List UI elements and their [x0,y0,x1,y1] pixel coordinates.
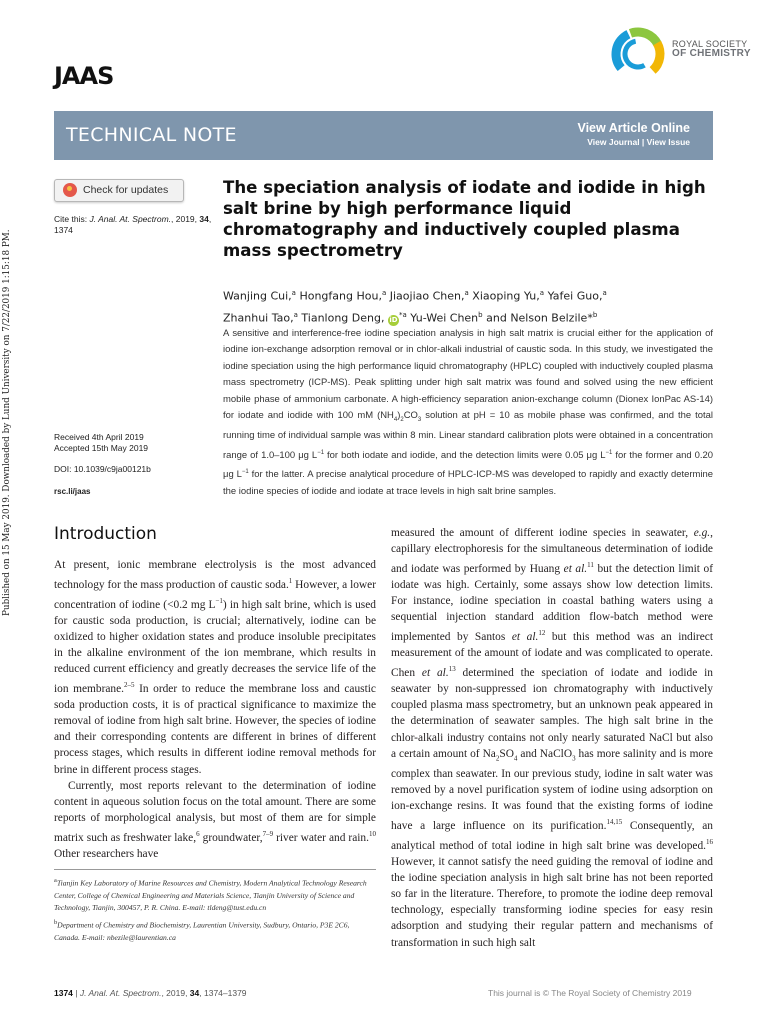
affiliation-mark: b [478,310,483,319]
side-note-text: Published on 15 May 2019. Downloaded by Lund University on 7/22/2019 1:15:18 PM. [2,229,12,616]
footnote-b [54,917,376,944]
abstract [223,326,713,500]
body-text: groundwater, [199,831,263,844]
body-text: Other researchers have [54,847,159,860]
reference-mark[interactable]: 10 [368,829,376,838]
affiliation-mark: a [539,289,545,297]
logo-line2: OF CHEMISTRY [672,48,751,59]
body-text: has more salinity and is more complex than seawater. In our previous study, iodine in salt water was removed by a novel purification system of iodine using adsorption on ion-exchange resins. It was found that the existing forms of iodine have a large influence on its purification. [391,747,713,833]
author-name[interactable]: Zhanhui Tao, [223,311,294,325]
abstract-sub: 2 [400,416,404,423]
abstract-text: solution at pH = 10 as mobile phase was confirmed, and the total running time of individual sample was within 8 min. Linear standard calibration plots were obtained in a concentration range of 1.0–100 μg L [223,410,713,461]
footer-journal: J. Anal. At. Spectrom. [79,988,162,998]
abstract-sup: −1 [317,449,325,456]
reference-mark[interactable]: 12 [538,629,546,638]
abstract-sub: 4 [393,416,398,423]
author-name[interactable]: Xiaoping Yu, [468,289,540,303]
abstract-sup: −1 [241,469,249,476]
article-type-label: TECHNICAL NOTE [66,124,237,146]
affiliation-footnotes [54,875,376,947]
cite-this [54,214,214,236]
body-text: At present, ionic membrane electrolysis is the most advanced technology for the mass production of caustic soda. [54,559,376,591]
page-number: 1374 [54,988,73,998]
affiliation-mark: a [381,289,387,297]
subscript: 3 [572,753,576,762]
copyright-notice: This journal is © The Royal Society of Chemistry 2019 [488,988,692,998]
page-footer-citation [54,988,247,998]
affiliation-mark: a [602,289,607,297]
paragraph [54,557,376,778]
author-name[interactable]: and Nelson Belzile* [482,311,593,325]
footer-volume: 34 [189,988,200,998]
body-text: Consequently, an analytical method of total iodine in high salt brine was developed. [391,820,713,852]
abstract-sup: −1 [605,449,613,456]
cite-volume: 34 [199,214,209,224]
author-name[interactable]: Yafei Guo, [544,289,603,303]
view-issue-link[interactable]: View Issue [646,137,690,147]
affiliation-mark: a [293,310,298,319]
footer-year: , 2019, [161,988,190,998]
superscript: −1 [215,596,223,605]
body-text: determined the speciation of iodate and iodide in seawater by non-suppressed ion chromatography with inductively coupled plasma mass spectrometry, but an unknown peak appeared in the determination of seawater samples. The high salt brine in the chlor-alkali industry contains not only nearly saturated NaCl but also a certain amount of Na [391,667,713,760]
journal-short-link[interactable]: rsc.li/jaas [54,487,91,496]
reference-mark[interactable]: 6 [196,829,200,838]
body-text: but the detection limit of iodate was high. Certainly, some assays show low detection limits. For instance, iodine speciation in coastal bathing waters using a sequential injection standard addition flow-batch method were implemented by Santos [391,562,714,644]
cite-prefix: Cite this: [54,214,90,224]
footer-separator: | [72,988,80,998]
section-heading-introduction: Introduction [54,524,157,544]
body-text: In order to reduce the membrane loss and caustic soda production costs, it is of practical significance to maximize the removal of iodine from high salt brine. However, the species of iodine and their corresponding contents are different in brines of different process stages, which results in different iodine removal methods for brine in different process stages. [54,683,376,776]
abstract-text: CO [403,410,418,422]
received-date: Received 4th April 2019 [54,432,144,442]
check-for-updates-label: Check for updates [83,184,169,196]
affiliation-mark: a [291,289,296,297]
footnote-text: Tianjin Key Laboratory of Marine Resources and Chemistry, Modern Analytical Technology Research Center, College of Chemical Engineering and Materials Science, Tianjin University of Science and Technology, Tianjin, 300457, P. R. China. E-mail: tldeng@tust.edu.cn [54,878,367,912]
article-title: The speciation analysis of iodate and iodide in high salt brine by high performance liquid chromatography and inductively coupled plasma mass spectrometry [223,178,706,260]
affiliation-mark: a [54,877,57,884]
body-text: but this method was an indirect measurement of the amount of iodate and was complicated to operate. Chen [391,631,713,680]
body-text: , capillary electrophoresis for the simultaneous determination of iodide and iodate was performed by Huang [391,527,713,575]
affiliation-mark: *a [398,310,407,319]
body-column-left [54,557,376,862]
footnote-a [54,875,376,914]
abstract-text: for both iodate and iodide, and the detection limits were 0.05 μg L [324,449,606,461]
abstract-text: ) [397,410,401,422]
reference-mark[interactable]: 7–9 [262,829,274,838]
abstract-text: for the former and 0.20 μg L [223,449,714,481]
check-for-updates-button[interactable] [54,179,184,202]
body-column-right [391,525,713,951]
view-journal-link[interactable]: View Journal [587,137,640,147]
cite-pages: , 1374 [54,214,212,235]
cite-year: , 2019, [171,214,200,224]
subscript: 2 [495,753,500,762]
cite-journal: J. Anal. At. Spectrom. [89,214,172,224]
reference-mark[interactable]: 2–5 [124,681,135,690]
body-text: measured the amount of different iodine species in seawater, [391,527,694,539]
reference-mark[interactable]: 14,15 [606,818,623,827]
affiliation-mark: a [464,289,469,297]
body-text: et al. [421,667,449,680]
view-article-online-link[interactable]: View Article Online [577,121,690,135]
reference-mark[interactable]: 13 [448,665,456,674]
reference-mark[interactable]: 16 [706,838,713,847]
orcid-icon[interactable]: iD [389,316,398,325]
doi[interactable]: DOI: 10.1039/c9ja00121b [54,464,151,474]
publication-side-note [2,229,16,616]
author-name[interactable]: Yu-Wei Chen [406,311,479,325]
abstract-text: A sensitive and interference-free iodine speciation analysis in high salt matrix is crucial either for the application of iodine ion-exchange adsorption removal or in chlor-alkali industrial of caustic soda. In this study, we investigated the iodine speciation using the high performance liquid chromatography (HPLC) coupled with inductively coupled plasma mass spectrometry (ICP-MS). Peak splitting under high salt matrix was found and solved using the new efficient mobile phase of ammonium carbonate. A high-efficiency separation anion-exchange column (Dionex IonPac AS-14) for iodate and iodide with 100 mM (NH [223,328,713,422]
body-text: However, it cannot satisfy the need guiding the removal of iodine and the iodine speciation analysis in high salt brine has not been reported so far in the literature. Therefore, to promote the iodine deep removal technology, especially transforming iodine species for easy resin adsorption and studying their regular pattern and mechanisms of transformation in such high salt [391,856,713,949]
crossmark-icon [63,183,77,197]
paragraph [54,778,376,862]
link-separator: | [639,137,647,147]
author-name[interactable]: Tianlong Deng, [297,311,385,325]
affiliation-mark: b [54,919,58,927]
abstract-sub: 3 [417,416,422,423]
rsc-logo-text [672,40,751,58]
accepted-date: Accepted 15th May 2019 [54,443,149,453]
subscript: 4 [513,753,518,762]
body-text: However, a lower concentration of iodine (<0.2 mg L [54,578,377,611]
banner-links [560,121,690,147]
footer-pages: , 1374–1379 [199,988,247,998]
abstract-text: for the latter. A precise analytical procedure of HPLC-ICP-MS was developed to rapidly and exactly determine the iodine species of iodide and iodate at trace levels in high salt brine samples. [223,469,713,497]
author-name[interactable]: Jiaojiao Chen, [386,289,465,303]
body-text: et al. [511,631,539,644]
affiliation-mark: b [592,310,598,319]
body-text: et al. [563,562,588,575]
body-text: and NaClO [517,747,573,760]
body-text: e.g. [693,527,711,539]
received-dates [54,432,214,454]
author-list [223,284,713,327]
author-name[interactable]: Wanjing Cui, [223,289,292,303]
body-text: Currently, most reports relevant to the determination of iodine content in aqueous solution focus on the total amount. There are some reports of morphological analysis, but most of them are for simple matrix such as freshwater lake, [54,779,376,844]
journal-name: JAAS [54,62,114,90]
reference-mark[interactable]: 1 [288,577,293,586]
author-name[interactable]: Hongfang Hou, [295,289,382,303]
body-text: SO [499,747,514,760]
footnote-divider [54,869,376,870]
logo-line1: ROYAL SOCIETY [672,39,748,49]
body-text: ) in high salt brine, which is used for caustic soda production, is crucial; alternatively, iodine can be oxidized to higher oxidation states and produce insoluble precipitates in the alkaline environment of the ion membrane, which results in reduced current efficiency and greatly decreases the service life of the ion membrane. [54,598,376,696]
paragraph [391,525,713,951]
body-text: river water and rain. [273,831,369,844]
reference-mark[interactable]: 11 [587,561,594,570]
footnote-text: Department of Chemistry and Biochemistry, Laurentian University, Sudbury, Ontario, P3E 2C6, Canada. E-mail: nbezile@laurentian.ca [54,920,350,942]
banner-sub-links [560,137,690,147]
